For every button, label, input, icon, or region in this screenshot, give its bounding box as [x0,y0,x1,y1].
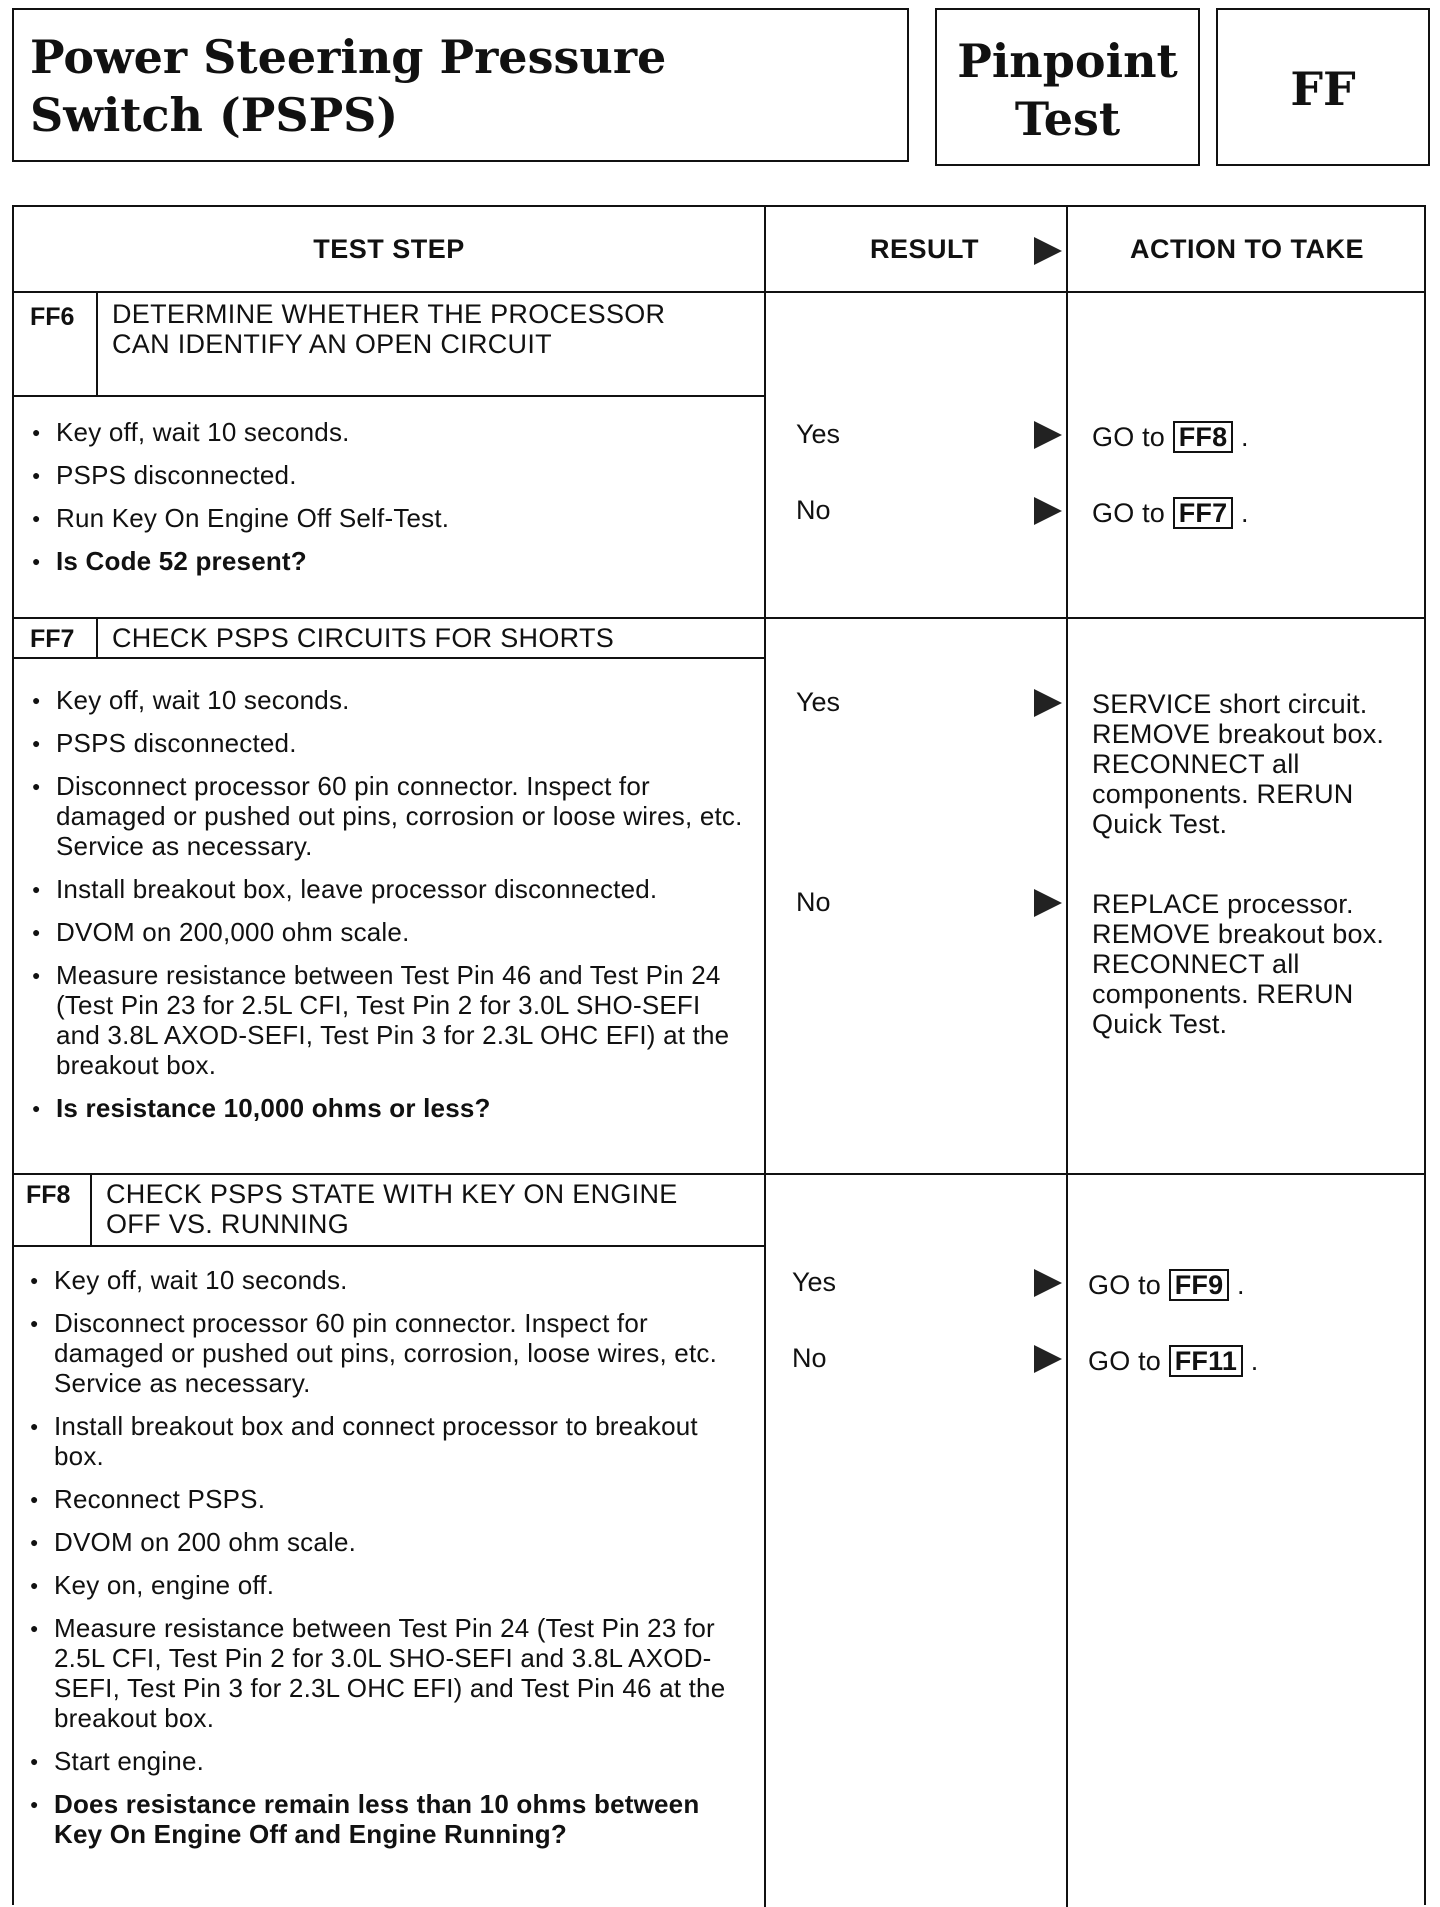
result-yes: Yes [796,687,841,717]
step-bullet: ● Measure resistance between Test Pin 24 (Test Pin 23 for 2.5L CFI, Test Pin 2 for 3.0L SHO-SEFI and 3.8L AXOD-SEFI, Test Pin 3 for 2.3L OHC EFI) and Test Pin 46 at the breakout box. [28,1613,748,1733]
step-bullet: ● Disconnect processor 60 pin connector. Inspect for damaged or pushed out pins, corrosion or loose wires, etc. Service as necessary. [30,771,750,861]
test-code-badge: FF [1216,8,1430,166]
arrow-icon [1034,497,1062,525]
step-bullet: ● Key on, engine off. [28,1570,748,1600]
step-reference-link[interactable]: FF11 [1169,1345,1243,1377]
result-no: No [796,887,831,917]
action-yes [1088,1269,1245,1301]
step-title: DETERMINE WHETHER THE PROCESSOR CAN IDENTIFY AN OPEN CIRCUIT [112,299,666,359]
arrow-icon [1034,237,1062,265]
action-yes [1092,421,1249,453]
page-title-line-1: Power Steering Pressure [30,30,667,84]
step-title: CHECK PSPS STATE WITH KEY ON ENGINE OFF VS. RUNNING [106,1179,678,1239]
result-yes: Yes [796,419,841,449]
column-header-action: ACTION TO TAKE [1130,234,1364,264]
column-header-test-step: TEST STEP [313,234,465,264]
step-id-divider [90,1173,92,1247]
pinpoint-test-table [12,205,1426,1905]
action-prefix: GO to [1092,422,1166,452]
arrow-icon [1034,1345,1062,1373]
action-period: . [1237,1270,1245,1300]
arrow-icon [1034,421,1062,449]
step-bullet: ● Run Key On Engine Off Self-Test. [30,503,750,533]
step-bullet: ● DVOM on 200 ohm scale. [28,1527,748,1557]
action-no [1092,497,1249,529]
column-divider-action [1066,207,1068,1907]
step-bullet: ● Start engine. [28,1746,748,1776]
action-period: . [1250,1346,1259,1376]
action-yes: SERVICE short circuit. REMOVE breakout box. RECONNECT all components. RERUN Quick Test. [1092,689,1385,839]
action-period: . [1241,422,1249,452]
result-yes: Yes [792,1267,837,1297]
step-bullet: ● Key off, wait 10 seconds. [28,1265,748,1295]
step-title-divider [14,657,764,659]
step-bullet: ● Reconnect PSPS. [28,1484,748,1514]
page-title-line-2: Switch (PSPS) [30,88,399,142]
page-title [12,8,909,162]
step-divider [14,617,1426,619]
arrow-icon [1034,889,1062,917]
step-bullets [28,1265,748,1862]
step-question: ● Is resistance 10,000 ohms or less? [30,1093,750,1123]
result-no: No [796,495,831,525]
arrow-icon [1034,689,1062,717]
step-bullets [30,417,750,589]
step-title-divider [14,395,764,397]
action-prefix: GO to [1088,1270,1162,1300]
step-bullet: ● Key off, wait 10 seconds. [30,685,750,715]
step-id: FF6 [30,303,75,331]
step-title-divider [14,1245,764,1247]
column-divider-result [764,207,766,1907]
step-bullets [30,685,750,1136]
step-bullet: ● Key off, wait 10 seconds. [30,417,750,447]
action-no: REPLACE processor. REMOVE breakout box. RECONNECT all components. RERUN Quick Test. [1092,889,1385,1039]
pinpoint-line-1: Pinpoint [957,34,1178,88]
step-bullet: ● DVOM on 200,000 ohm scale. [30,917,750,947]
step-reference-link[interactable]: FF7 [1173,497,1234,529]
step-bullet: ● Disconnect processor 60 pin connector. Inspect for damaged or pushed out pins, corrosion, loose wires, etc. Service as necessary. [28,1308,748,1398]
step-question: ● Is Code 52 present? [30,546,750,576]
column-header-result: RESULT [870,234,979,264]
action-period: . [1241,498,1249,528]
step-bullet: ● PSPS disconnected. [30,728,750,758]
step-divider [14,1173,1426,1175]
step-id: FF8 [26,1181,71,1209]
step-bullet: ● Install breakout box and connect processor to breakout box. [28,1411,748,1471]
action-prefix: GO to [1088,1346,1162,1376]
step-reference-link[interactable]: FF9 [1169,1269,1230,1301]
header-divider [14,291,1426,293]
step-bullet: ● Install breakout box, leave processor disconnected. [30,874,750,904]
arrow-icon [1034,1269,1062,1297]
step-title: CHECK PSPS CIRCUITS FOR SHORTS [112,623,615,653]
pinpoint-line-2: Test [1014,92,1121,146]
step-id-divider [96,617,98,659]
result-no: No [792,1343,827,1373]
action-no [1088,1345,1258,1377]
step-question: ● Does resistance remain less than 10 ohms between Key On Engine Off and Engine Running? [28,1789,748,1849]
step-reference-link[interactable]: FF8 [1173,421,1234,453]
action-prefix: GO to [1092,498,1166,528]
step-bullet: ● Measure resistance between Test Pin 46 and Test Pin 24 (Test Pin 23 for 2.5L CFI, Test Pin 2 for 3.0L SHO-SEFI and 3.8L AXOD-SEFI, Test Pin 3 for 2.3L OHC EFI) at the breakout box. [30,960,750,1080]
step-id: FF7 [30,625,75,653]
step-bullet: ● PSPS disconnected. [30,460,750,490]
pinpoint-test-label [935,8,1200,166]
step-id-divider [96,291,98,397]
